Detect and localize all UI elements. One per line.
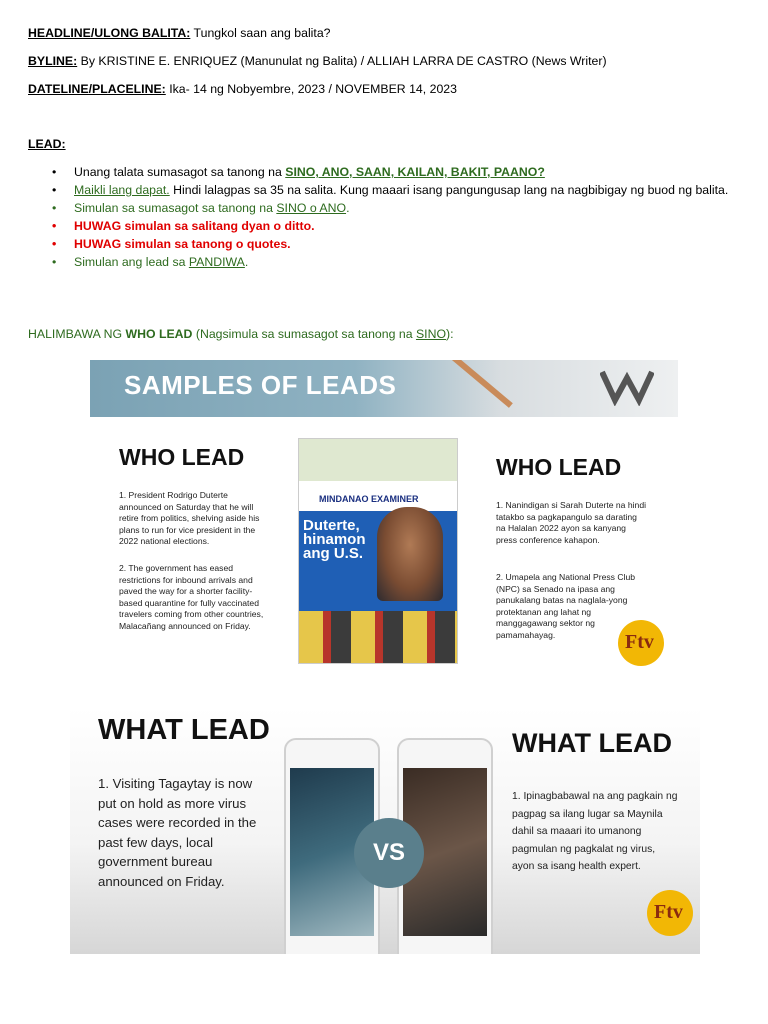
- caption-text: ):: [446, 327, 454, 341]
- ftv-logo-icon: [647, 890, 693, 936]
- bullet-icon: •: [52, 255, 57, 269]
- list-item: [52, 235, 732, 253]
- newspaper-ads-strip: [299, 611, 457, 663]
- bullet-text: HUWAG simulan sa tanong o quotes.: [74, 237, 291, 251]
- bullet-icon: •: [52, 165, 57, 179]
- pencil-graphic: [440, 360, 513, 408]
- bullet-text: HUWAG simulan sa salitang dyan o ditto.: [74, 219, 315, 233]
- list-item: [52, 163, 732, 181]
- bullet-text: .: [346, 201, 350, 215]
- dateline-value: Ika- 14 ng Nobyembre, 2023 / NOVEMBER 14, 2023: [165, 82, 457, 96]
- ftv-logo-text: Ftv: [654, 901, 683, 923]
- bullet-icon: •: [52, 201, 57, 215]
- caption-link: SINO: [415, 327, 447, 341]
- bullet-icon: •: [52, 183, 57, 197]
- dateline-line: [28, 82, 457, 96]
- bullet-link: Maikli lang dapat.: [74, 183, 170, 197]
- caption-text: (Nagsimula sa sumasagot sa tanong na: [192, 327, 416, 341]
- who-lead-example-3: 1. Nanindigan si Sarah Duterte na hindi tatakbo sa pagkapangulo sa darating na Halalan 2022 ayon sa kanyang press conference kahapon.: [496, 500, 647, 545]
- newspaper-cover-image: [298, 438, 458, 664]
- headline-label: HEADLINE/ULONG BALITA:: [28, 26, 191, 40]
- byline-value: By KRISTINE E. ENRIQUEZ (Manunulat ng Balita) / ALLIAH LARRA DE CASTRO (News Writer): [77, 54, 607, 68]
- headline-line: [28, 26, 331, 40]
- bullet-text: Hindi lalagpas sa 35 na salita. Kung maaari isang pangungusap lang na nagbibigay ng buod ng balita.: [169, 183, 729, 197]
- who-lead-heading-right: WHO LEAD: [496, 454, 622, 480]
- bullet-icon: •: [52, 219, 57, 233]
- list-item: [52, 217, 732, 235]
- list-item: [52, 199, 732, 217]
- bullet-text: .: [244, 255, 249, 269]
- newspaper-top-banner: [299, 439, 457, 481]
- headline-value: Tungkol saan ang balita?: [190, 26, 331, 40]
- w-logo-icon: [600, 366, 654, 406]
- what-lead-image: [70, 708, 700, 954]
- samples-of-leads-image: [90, 360, 678, 668]
- who-lead-example-2: 2. The government has eased restrictions for inbound arrivals and paved the way for a shorter facility-based quarantine for fully vaccinated travelers coming from other countries, Malacañang announced on Friday.: [119, 563, 264, 631]
- caption-text: HALIMBAWA NG: [28, 327, 126, 341]
- who-lead-heading-left: WHO LEAD: [119, 444, 245, 470]
- newspaper-masthead: MINDANAO EXAMINER: [319, 494, 419, 504]
- vs-badge: VS: [354, 818, 424, 888]
- what-lead-heading-right: WHAT LEAD: [512, 728, 672, 758]
- lead-rules-list: [52, 163, 732, 271]
- banner: [90, 360, 678, 417]
- example-caption: [28, 327, 454, 341]
- bullet-link: SINO, ANO, SAAN, KAILAN, BAKIT, PAANO?: [285, 165, 545, 179]
- lead-heading: LEAD:: [28, 137, 66, 151]
- what-lead-example-1: 1. Visiting Tagaytay is now put on hold as more virus cases were recorded in the past few days, local government bureau announced on Friday.: [98, 776, 257, 889]
- who-lead-example-4: 2. Umapela ang National Press Club (NPC) sa Senado na ipasa ang panukalang batas na naglala-yong protektanan ang lahat ng manggagawang sektor ng pamamahayag.: [496, 572, 636, 640]
- dateline-label: DATELINE/PLACELINE:: [28, 82, 166, 96]
- bullet-link: SINO o ANO: [276, 201, 347, 215]
- byline-line: [28, 54, 607, 68]
- bullet-text: Simulan sa sumasagot sa tanong na: [74, 201, 277, 215]
- bullet-text: Unang talata sumasagot sa tanong na: [74, 165, 286, 179]
- list-item: [52, 253, 732, 271]
- bullet-text: Simulan ang lead sa: [74, 255, 189, 269]
- banner-title: SAMPLES OF LEADS: [124, 370, 397, 400]
- caption-bold: WHO LEAD: [125, 327, 193, 341]
- ftv-logo-text: Ftv: [625, 631, 654, 653]
- what-lead-example-2: 1. Ipinagbabawal na ang pagkain ng pagpag sa ilang lugar sa Maynila dahil sa maaari ito umanong pagmulan ng pagkalat ng virus, ayon sa isang health expert.: [512, 791, 678, 872]
- who-lead-example-1: 1. President Rodrigo Duterte announced on Saturday that he will retire from politics, shelving aside his plans to run for vice president in the 2022 national elections.: [119, 490, 260, 547]
- what-lead-heading-left: WHAT LEAD: [98, 714, 270, 746]
- list-item: [52, 181, 732, 199]
- bullet-icon: •: [52, 237, 57, 251]
- newspaper-photo: [377, 507, 443, 601]
- ftv-logo-icon: [618, 620, 664, 666]
- bullet-link: PANDIWA: [188, 255, 245, 269]
- byline-label: BYLINE:: [28, 54, 78, 68]
- newspaper-headline: Duterte, hinamon ang U.S.: [303, 517, 366, 562]
